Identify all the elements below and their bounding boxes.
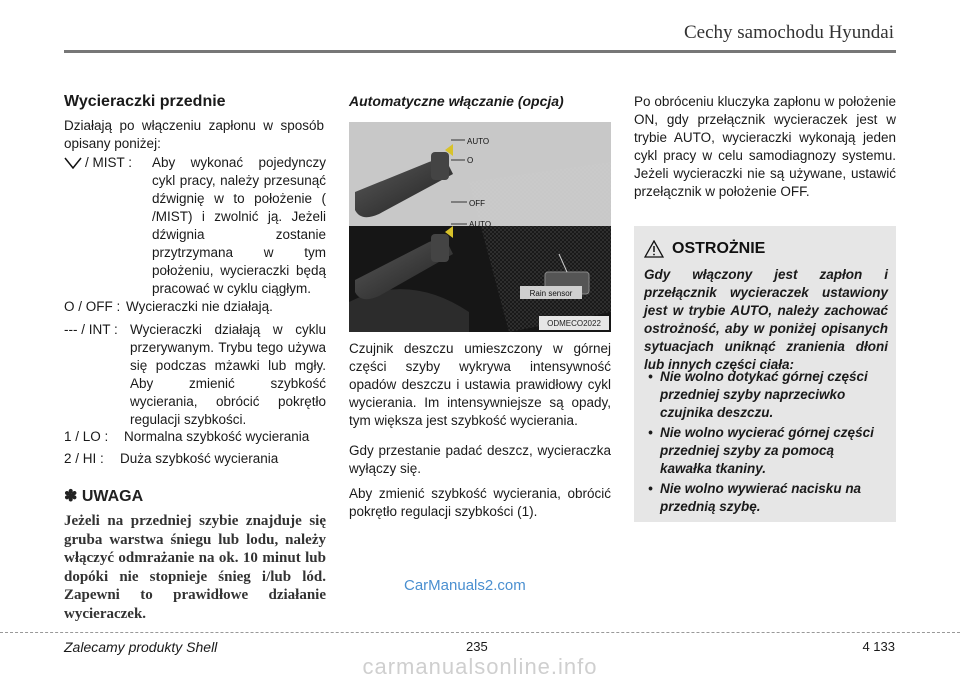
def-term-mist: / MIST :: [64, 154, 132, 172]
def-term-lo: 1 / LO :: [64, 429, 109, 444]
auto-paragraph-1: Czujnik deszczu umieszczony w górnej części szyby wykrywa intensywność opadów deszczu i ustawia prawidłowy cykl wycierania. Im intensywniejsze są opady, tym większa jest szybkość wycierania.: [349, 341, 611, 428]
caution-item: • Nie wolno wywierać nacisku na przednią szybę.: [648, 481, 862, 514]
wiper-stalk-illustration: [349, 122, 611, 332]
watermark-link[interactable]: CarManuals2.com: [404, 577, 526, 594]
note-body: Jeżeli na przedniej szybie znajduje się gruba warstwa śniegu lub lodu, należy włączyć odmrażanie na ok. 10 minut lub dopóki nie stopnieje śnieg i/lub lód. Zapewni to prawidłowe działanie wycieraczek.: [64, 513, 326, 622]
site-brand-watermark: carmanualsonline.info: [362, 654, 598, 679]
auto-paragraph-2: Gdy przestanie padać deszcz, wycieraczka wyłączy się.: [349, 443, 611, 476]
footer-page-number: 235: [466, 639, 488, 654]
def-desc-hi: Duża szybkość wycierania: [120, 451, 279, 466]
rain-sensor-label: Rain sensor: [529, 289, 573, 298]
figure-label-auto-2: AUTO: [469, 220, 492, 229]
figure-code: ODMECO2022: [547, 319, 601, 328]
caution-intro: Gdy włączony jest zapłon i przełącznik wycieraczek ustawiony jest w trybie AUTO, należy zachować ostrożność, aby w poniżej opisanych sytuacjach uniknąć zranienia dłoni lub innych części ciała:: [644, 267, 888, 372]
page-header-title: Cechy samochodu Hyundai: [683, 22, 894, 43]
section-heading-front-wipers: Wycieraczki przednie: [64, 93, 226, 110]
def-row-lo: [64, 428, 326, 446]
header-divider: [64, 50, 896, 53]
section-intro: Działają po włączeniu zapłonu w sposób opisany poniżej:: [64, 118, 324, 151]
def-desc-int: Wycieraczki działają w cyklu przerywanym. Trybu tego używa się podczas mżawki lub mgły. Aby zmienić szybkość wycierania, obrócić pokrętło regulacji szybkości.: [130, 322, 326, 427]
rain-sensor-figure: [349, 122, 611, 332]
def-term-int: --- / INT :: [64, 322, 118, 337]
warning-triangle-icon: [644, 240, 664, 258]
def-desc-off: Wycieraczki nie działają.: [126, 299, 273, 314]
caution-title: OSTROŻNIE: [672, 240, 766, 257]
footer-divider: [0, 632, 960, 633]
selfdiag-paragraph: Po obróceniu kluczyka zapłonu w położenie ON, gdy przełącznik wycieraczek jest w trybie AUTO, wycieraczki wykonają jeden cykl pracy w celu samodiagnozy systemu. Jeżeli wycieraczki nie są używane, ustawić przełącznik w położenie OFF.: [634, 94, 896, 199]
def-row-hi: [64, 450, 326, 468]
def-term-hi: 2 / HI :: [64, 451, 104, 466]
wiper-mist-icon: [64, 157, 82, 169]
def-term-off: O / OFF :: [64, 299, 121, 314]
def-desc-lo: Normalna szybkość wycierania: [124, 429, 310, 444]
def-row-int: [64, 321, 326, 427]
caution-item: • Nie wolno wycierać górnej części przedniej szyby za pomocą kawałka tkaniny.: [648, 425, 874, 476]
caution-box: [634, 226, 896, 522]
def-row-mist: [64, 154, 326, 294]
auto-paragraph-3: Aby zmienić szybkość wycierania, obrócić pokrętło regulacji szybkości (1).: [349, 486, 611, 519]
figure-label-auto: AUTO: [467, 137, 490, 146]
footer-left-text: Zalecamy produkty Shell: [64, 639, 218, 655]
note-title: ✽ UWAGA: [64, 488, 144, 505]
def-row-off: [64, 298, 326, 316]
section-heading-auto: Automatyczne włączanie (opcja): [349, 93, 564, 109]
footer-section-page: 4 133: [862, 639, 895, 654]
figure-label-o: O: [467, 156, 474, 165]
caution-item: • Nie wolno dotykać górnej części przedniej szyby naprzeciwko czujnika deszczu.: [648, 369, 868, 420]
figure-label-off: OFF: [469, 199, 485, 208]
def-desc-mist: Aby wykonać pojedynczy cykl pracy, należy przesunąć dźwignię w to położenie ( /MIST) i zwolnić ją. Jeżeli dźwignia zostanie przytrzymana w tym położeniu, wycieraczki będą pracować w cyklu ciągłym.: [152, 155, 326, 296]
